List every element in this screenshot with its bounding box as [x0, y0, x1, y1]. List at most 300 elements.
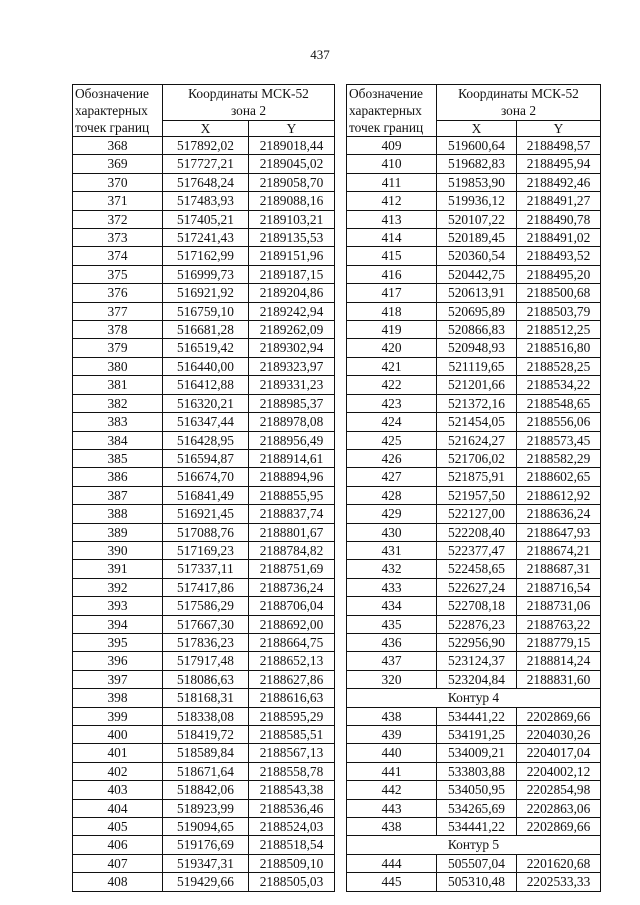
y-coordinate-cell: 2188505,03 — [249, 873, 335, 891]
point-number-cell: 417 — [347, 284, 437, 302]
x-coordinate-cell: 516759,10 — [163, 302, 249, 320]
table-row — [347, 302, 601, 320]
table-row — [347, 321, 601, 339]
table-row — [73, 781, 335, 799]
y-coordinate-cell: 2188491,02 — [517, 229, 601, 247]
point-number-cell: 433 — [347, 578, 437, 596]
x-coordinate-cell: 516921,92 — [163, 284, 249, 302]
y-coordinate-cell: 2188956,49 — [249, 431, 335, 449]
table-row — [347, 578, 601, 596]
point-number-cell: 422 — [347, 376, 437, 394]
table-row — [73, 468, 335, 486]
table-row — [347, 357, 601, 375]
point-number-cell: 418 — [347, 302, 437, 320]
x-coordinate-cell: 517648,24 — [163, 173, 249, 191]
x-coordinate-cell: 517405,21 — [163, 210, 249, 228]
point-number-cell: 384 — [73, 431, 163, 449]
point-number-cell: 416 — [347, 265, 437, 283]
y-coordinate-cell: 2188627,86 — [249, 670, 335, 688]
table-row — [347, 818, 601, 836]
point-number-cell: 409 — [347, 137, 437, 155]
table-row — [347, 726, 601, 744]
point-number-cell: 393 — [73, 597, 163, 615]
y-coordinate-cell: 2189058,70 — [249, 173, 335, 191]
table-row — [347, 413, 601, 431]
y-coordinate-cell: 2188751,69 — [249, 560, 335, 578]
table-row — [73, 229, 335, 247]
y-coordinate-cell: 2188784,82 — [249, 541, 335, 559]
table-row — [73, 339, 335, 357]
point-number-cell: 425 — [347, 431, 437, 449]
x-coordinate-cell: 519936,12 — [437, 192, 517, 210]
table-row — [73, 541, 335, 559]
point-number-cell: 408 — [73, 873, 163, 891]
table-row — [73, 523, 335, 541]
point-header-line: характерных — [75, 103, 148, 118]
x-coordinate-cell: 520442,75 — [437, 265, 517, 283]
y-coordinate-cell: 2189103,21 — [249, 210, 335, 228]
x-coordinate-cell: 519429,66 — [163, 873, 249, 891]
x-coordinate-cell: 516841,49 — [163, 486, 249, 504]
table-row — [73, 689, 335, 707]
point-number-cell: 435 — [347, 615, 437, 633]
x-coordinate-cell: 519176,69 — [163, 836, 249, 854]
point-number-cell: 376 — [73, 284, 163, 302]
table-row — [347, 431, 601, 449]
point-number-cell: 389 — [73, 523, 163, 541]
y-coordinate-cell: 2188855,95 — [249, 486, 335, 504]
point-number-cell: 413 — [347, 210, 437, 228]
x-coordinate-cell: 519347,31 — [163, 854, 249, 872]
point-number-cell: 441 — [347, 762, 437, 780]
y-coordinate-cell: 2189045,02 — [249, 155, 335, 173]
y-coordinate-cell: 2189151,96 — [249, 247, 335, 265]
point-number-cell: 412 — [347, 192, 437, 210]
point-number-cell: 391 — [73, 560, 163, 578]
y-coordinate-cell: 2188779,15 — [517, 633, 601, 651]
table-row — [73, 302, 335, 320]
table-row — [73, 615, 335, 633]
y-coordinate-cell: 2188801,67 — [249, 523, 335, 541]
y-coordinate-cell: 2189323,97 — [249, 357, 335, 375]
x-coordinate-cell: 522876,23 — [437, 615, 517, 633]
x-coordinate-cell: 520189,45 — [437, 229, 517, 247]
y-coordinate-cell: 2188524,03 — [249, 818, 335, 836]
point-number-cell: 429 — [347, 505, 437, 523]
y-coordinate-cell: 2188616,63 — [249, 689, 335, 707]
table-row — [347, 744, 601, 762]
point-number-cell: 373 — [73, 229, 163, 247]
y-coordinate-cell: 2189302,94 — [249, 339, 335, 357]
table-row — [73, 137, 335, 155]
point-number-cell: 407 — [73, 854, 163, 872]
x-coordinate-cell: 520948,93 — [437, 339, 517, 357]
x-coordinate-cell: 517892,02 — [163, 137, 249, 155]
x-coordinate-cell: 521706,02 — [437, 449, 517, 467]
point-number-cell: 419 — [347, 321, 437, 339]
table-row — [347, 873, 601, 891]
table-row — [73, 762, 335, 780]
table-row — [347, 541, 601, 559]
x-coordinate-cell: 521875,91 — [437, 468, 517, 486]
point-number-cell: 398 — [73, 689, 163, 707]
contour-row — [347, 836, 601, 854]
x-coordinate-cell: 518923,99 — [163, 799, 249, 817]
table-row — [347, 560, 601, 578]
table-row — [73, 726, 335, 744]
x-coordinate-cell: 516674,70 — [163, 468, 249, 486]
point-number-cell: 442 — [347, 781, 437, 799]
y-coordinate-cell: 2188512,25 — [517, 321, 601, 339]
y-coordinate-cell: 2188985,37 — [249, 394, 335, 412]
point-number-cell: 431 — [347, 541, 437, 559]
y-coordinate-cell: 2189331,23 — [249, 376, 335, 394]
point-number-cell: 428 — [347, 486, 437, 504]
x-coordinate-cell: 522208,40 — [437, 523, 517, 541]
contour-label: Контур 5 — [347, 836, 601, 854]
contour-label: Контур 4 — [347, 689, 601, 707]
x-coordinate-cell: 518338,08 — [163, 707, 249, 725]
table-row — [347, 173, 601, 191]
x-coordinate-cell: 520360,54 — [437, 247, 517, 265]
table-row — [73, 173, 335, 191]
y-coordinate-cell: 2204017,04 — [517, 744, 601, 762]
x-coordinate-cell: 516347,44 — [163, 413, 249, 431]
y-coordinate-cell: 2188814,24 — [517, 652, 601, 670]
y-coordinate-cell: 2188491,27 — [517, 192, 601, 210]
point-number-cell: 390 — [73, 541, 163, 559]
y-coordinate-cell: 2188664,75 — [249, 633, 335, 651]
point-number-cell: 434 — [347, 597, 437, 615]
x-coordinate-cell: 519094,65 — [163, 818, 249, 836]
y-coordinate-cell: 2188914,61 — [249, 449, 335, 467]
y-coordinate-cell: 2201620,68 — [517, 854, 601, 872]
table-row — [347, 265, 601, 283]
coordinates-column-header — [163, 85, 335, 121]
x-coordinate-cell: 517162,99 — [163, 247, 249, 265]
table-row — [347, 505, 601, 523]
y-coordinate-cell: 2188602,65 — [517, 468, 601, 486]
point-number-cell: 403 — [73, 781, 163, 799]
table-row — [73, 284, 335, 302]
table-row — [73, 818, 335, 836]
point-number-cell: 387 — [73, 486, 163, 504]
x-column-header: X — [437, 120, 517, 136]
y-coordinate-cell: 2189135,53 — [249, 229, 335, 247]
y-coordinate-cell: 2188490,78 — [517, 210, 601, 228]
x-coordinate-cell: 534191,25 — [437, 726, 517, 744]
x-coordinate-cell: 521119,65 — [437, 357, 517, 375]
y-column-header: Y — [517, 120, 601, 136]
x-coordinate-cell: 520107,22 — [437, 210, 517, 228]
y-column-header: Y — [249, 120, 335, 136]
table-row — [73, 321, 335, 339]
table-row — [347, 523, 601, 541]
table-row — [347, 449, 601, 467]
point-number-cell: 439 — [347, 726, 437, 744]
table-row — [347, 615, 601, 633]
point-number-cell: 444 — [347, 854, 437, 872]
y-coordinate-cell: 2188687,31 — [517, 560, 601, 578]
x-coordinate-cell: 517169,23 — [163, 541, 249, 559]
y-coordinate-cell: 2188731,06 — [517, 597, 601, 615]
x-coordinate-cell: 522458,65 — [437, 560, 517, 578]
x-coordinate-cell: 516440,00 — [163, 357, 249, 375]
point-header-line: Обозначение — [75, 86, 149, 101]
table-row — [347, 854, 601, 872]
point-number-cell: 436 — [347, 633, 437, 651]
x-coordinate-cell: 518168,31 — [163, 689, 249, 707]
point-number-cell: 370 — [73, 173, 163, 191]
y-coordinate-cell: 2189018,44 — [249, 137, 335, 155]
table-row — [347, 468, 601, 486]
y-coordinate-cell: 2202854,98 — [517, 781, 601, 799]
x-coordinate-cell: 516320,21 — [163, 394, 249, 412]
point-number-cell: 371 — [73, 192, 163, 210]
table-row — [73, 560, 335, 578]
y-coordinate-cell: 2189242,94 — [249, 302, 335, 320]
y-coordinate-cell: 2188567,13 — [249, 744, 335, 762]
y-coordinate-cell: 2188763,22 — [517, 615, 601, 633]
y-coordinate-cell: 2189204,86 — [249, 284, 335, 302]
table-row — [73, 597, 335, 615]
table-row — [73, 652, 335, 670]
point-number-cell: 374 — [73, 247, 163, 265]
contour-row — [347, 689, 601, 707]
y-coordinate-cell: 2204002,12 — [517, 762, 601, 780]
point-number-cell: 440 — [347, 744, 437, 762]
y-coordinate-cell: 2188716,54 — [517, 578, 601, 596]
point-number-cell: 411 — [347, 173, 437, 191]
table-row — [73, 854, 335, 872]
point-header-line: точек границ — [349, 120, 424, 135]
x-coordinate-cell: 533803,88 — [437, 762, 517, 780]
table-row — [347, 670, 601, 688]
point-number-cell: 399 — [73, 707, 163, 725]
x-coordinate-cell: 520613,91 — [437, 284, 517, 302]
table-row — [347, 633, 601, 651]
table-row — [347, 210, 601, 228]
point-number-cell: 427 — [347, 468, 437, 486]
table-row — [347, 284, 601, 302]
x-coordinate-cell: 517337,11 — [163, 560, 249, 578]
table-row — [73, 633, 335, 651]
point-number-cell: 382 — [73, 394, 163, 412]
x-coordinate-cell: 534441,22 — [437, 707, 517, 725]
x-coordinate-cell: 522956,90 — [437, 633, 517, 651]
x-coordinate-cell: 522377,47 — [437, 541, 517, 559]
point-number-cell: 405 — [73, 818, 163, 836]
y-coordinate-cell: 2189088,16 — [249, 192, 335, 210]
coordinates-table-left — [72, 84, 335, 892]
y-coordinate-cell: 2188573,45 — [517, 431, 601, 449]
table-row — [347, 707, 601, 725]
point-number-cell: 386 — [73, 468, 163, 486]
x-coordinate-cell: 517417,86 — [163, 578, 249, 596]
point-number-cell: 375 — [73, 265, 163, 283]
coord-header-line: Координаты МСК-52 — [188, 86, 309, 101]
table-row — [347, 762, 601, 780]
table-row — [73, 744, 335, 762]
point-number-cell: 369 — [73, 155, 163, 173]
table-row — [73, 836, 335, 854]
y-coordinate-cell: 2188556,06 — [517, 413, 601, 431]
x-coordinate-cell: 517836,23 — [163, 633, 249, 651]
y-coordinate-cell: 2188736,24 — [249, 578, 335, 596]
x-coordinate-cell: 518842,06 — [163, 781, 249, 799]
x-coordinate-cell: 523204,84 — [437, 670, 517, 688]
y-coordinate-cell: 2189262,09 — [249, 321, 335, 339]
point-number-cell: 410 — [347, 155, 437, 173]
y-coordinate-cell: 2188516,80 — [517, 339, 601, 357]
point-number-cell: 438 — [347, 707, 437, 725]
point-number-cell: 394 — [73, 615, 163, 633]
table-row — [347, 799, 601, 817]
point-number-cell: 414 — [347, 229, 437, 247]
table-row — [73, 357, 335, 375]
coord-header-line: зона 2 — [230, 103, 267, 118]
y-coordinate-cell: 2188706,04 — [249, 597, 335, 615]
point-number-cell: 426 — [347, 449, 437, 467]
table-row — [73, 431, 335, 449]
table-row — [347, 486, 601, 504]
y-coordinate-cell: 2188558,78 — [249, 762, 335, 780]
table-row — [347, 192, 601, 210]
point-number-cell: 415 — [347, 247, 437, 265]
y-coordinate-cell: 2188692,00 — [249, 615, 335, 633]
point-number-cell: 432 — [347, 560, 437, 578]
x-column-header: X — [163, 120, 249, 136]
point-number-cell: 438 — [347, 818, 437, 836]
y-coordinate-cell: 2188582,29 — [517, 449, 601, 467]
y-coordinate-cell: 2188495,20 — [517, 265, 601, 283]
table-row — [73, 670, 335, 688]
table-row — [73, 873, 335, 891]
point-column-header — [73, 85, 163, 137]
point-header-line: характерных — [349, 103, 422, 118]
point-number-cell: 396 — [73, 652, 163, 670]
point-number-cell: 437 — [347, 652, 437, 670]
point-header-line: точек границ — [75, 120, 150, 135]
y-coordinate-cell: 2204030,26 — [517, 726, 601, 744]
point-number-cell: 395 — [73, 633, 163, 651]
x-coordinate-cell: 534050,95 — [437, 781, 517, 799]
x-coordinate-cell: 516594,87 — [163, 449, 249, 467]
table-body-left — [73, 137, 335, 892]
table-row — [73, 707, 335, 725]
x-coordinate-cell: 518086,63 — [163, 670, 249, 688]
table-row — [73, 413, 335, 431]
table-row — [73, 376, 335, 394]
x-coordinate-cell: 517917,48 — [163, 652, 249, 670]
table-row — [73, 394, 335, 412]
table-row — [347, 229, 601, 247]
point-number-cell: 379 — [73, 339, 163, 357]
table-row — [73, 449, 335, 467]
page-number: 437 — [310, 47, 330, 62]
x-coordinate-cell: 519853,90 — [437, 173, 517, 191]
table-row — [347, 339, 601, 357]
y-coordinate-cell: 2188652,13 — [249, 652, 335, 670]
table-row — [347, 394, 601, 412]
y-coordinate-cell: 2202533,33 — [517, 873, 601, 891]
x-coordinate-cell: 519600,64 — [437, 137, 517, 155]
x-coordinate-cell: 517727,21 — [163, 155, 249, 173]
point-number-cell: 392 — [73, 578, 163, 596]
point-number-cell: 430 — [347, 523, 437, 541]
table-body-right — [347, 137, 601, 892]
y-coordinate-cell: 2188894,96 — [249, 468, 335, 486]
point-number-cell: 443 — [347, 799, 437, 817]
x-coordinate-cell: 534009,21 — [437, 744, 517, 762]
x-coordinate-cell: 522627,24 — [437, 578, 517, 596]
x-coordinate-cell: 517241,43 — [163, 229, 249, 247]
y-coordinate-cell: 2188585,51 — [249, 726, 335, 744]
y-coordinate-cell: 2188536,46 — [249, 799, 335, 817]
y-coordinate-cell: 2188543,38 — [249, 781, 335, 799]
point-number-cell: 377 — [73, 302, 163, 320]
x-coordinate-cell: 516519,42 — [163, 339, 249, 357]
x-coordinate-cell: 520695,89 — [437, 302, 517, 320]
x-coordinate-cell: 520866,83 — [437, 321, 517, 339]
x-coordinate-cell: 518419,72 — [163, 726, 249, 744]
coordinates-table-right — [346, 84, 601, 892]
point-header-line: Обозначение — [349, 86, 423, 101]
table-row — [73, 210, 335, 228]
x-coordinate-cell: 518589,84 — [163, 744, 249, 762]
y-coordinate-cell: 2188492,46 — [517, 173, 601, 191]
x-coordinate-cell: 516412,88 — [163, 376, 249, 394]
y-coordinate-cell: 2188528,25 — [517, 357, 601, 375]
y-coordinate-cell: 2188636,24 — [517, 505, 601, 523]
point-number-cell: 372 — [73, 210, 163, 228]
table-row — [347, 652, 601, 670]
point-number-cell: 378 — [73, 321, 163, 339]
point-number-cell: 388 — [73, 505, 163, 523]
table-row — [347, 247, 601, 265]
x-coordinate-cell: 521957,50 — [437, 486, 517, 504]
x-coordinate-cell: 517088,76 — [163, 523, 249, 541]
point-number-cell: 406 — [73, 836, 163, 854]
point-number-cell: 420 — [347, 339, 437, 357]
x-coordinate-cell: 516921,45 — [163, 505, 249, 523]
y-coordinate-cell: 2188831,60 — [517, 670, 601, 688]
point-column-header — [347, 85, 437, 137]
y-coordinate-cell: 2188493,52 — [517, 247, 601, 265]
point-number-cell: 421 — [347, 357, 437, 375]
coord-header-line: Координаты МСК-52 — [458, 86, 579, 101]
y-coordinate-cell: 2188534,22 — [517, 376, 601, 394]
x-coordinate-cell: 521372,16 — [437, 394, 517, 412]
table-row — [73, 192, 335, 210]
x-coordinate-cell: 516428,95 — [163, 431, 249, 449]
table-row — [347, 781, 601, 799]
point-number-cell: 380 — [73, 357, 163, 375]
table-row — [347, 597, 601, 615]
x-coordinate-cell: 534441,22 — [437, 818, 517, 836]
x-coordinate-cell: 521624,27 — [437, 431, 517, 449]
x-coordinate-cell: 534265,69 — [437, 799, 517, 817]
y-coordinate-cell: 2188503,79 — [517, 302, 601, 320]
y-coordinate-cell: 2202863,06 — [517, 799, 601, 817]
y-coordinate-cell: 2202869,66 — [517, 818, 601, 836]
y-coordinate-cell: 2188548,65 — [517, 394, 601, 412]
x-coordinate-cell: 505310,48 — [437, 873, 517, 891]
table-row — [73, 155, 335, 173]
point-number-cell: 424 — [347, 413, 437, 431]
x-coordinate-cell: 521201,66 — [437, 376, 517, 394]
point-number-cell: 400 — [73, 726, 163, 744]
